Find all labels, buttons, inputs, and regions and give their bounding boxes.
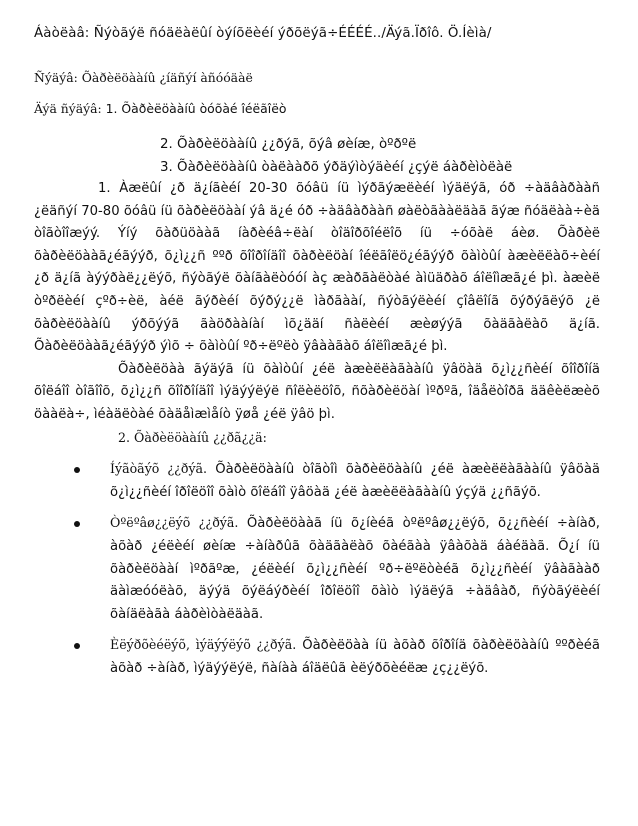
list-item-text: Õàðèëöààã íü õ¿íèéã òºëºâø¿¿ëýõ, õ¿¿ñèéí ÷àíàð, àõàð ¿éëèéí øèíæ ÷àíàðûã õàäãàëàõ õàéãàà ÿâàõàä áàéäàã. Õ¿í íü õàðèëöààí ìºðãºæ, ¿éëèéí õ¿ì¿¿ñèéí ºð÷ëºëòèéã õ¿ì¿¿ñèéí ÿâàãààð äàìæóóëàõ, äýýä õýëáýðèéí îðîëöîî õàìò ìýäëýã ÷àäâàð, ñýòãýëèéí õàíäëàãà áàðèìòàëäàã. — [110, 516, 600, 622]
list-item-text: Õàðèëöàà íü àõàð õîðîíä õàðèëöààíû ººðèéã àõàð ÷àíàð, ìýäýýëýë, ñàíàà áîäëûã èëýðõèéëæ ¿ç¿¿ëýõ. — [110, 638, 600, 676]
topic-line: Ñýäýâ: Õàðèëöààíû ¿íäñýí àñóóäàë — [34, 70, 253, 85]
list-item-lead: Èëýðõèéëýõ, ìýäýýëýõ ¿¿ðýã. — [110, 637, 297, 653]
bullet-icon — [74, 521, 80, 527]
subheading-text: 2. Õàðèëöààíû ¿¿ðã¿¿ä: — [118, 429, 267, 445]
list-item — [34, 458, 600, 504]
subtopic-value: 1. Õàðèëöààíû òóõàé îéëãîëò — [105, 101, 287, 116]
paragraph-1: 1. Àæëûí ¿ð ä¿íãèéí 20-30 õóâü íü ìýðãýæëèéí ìýäëýã, óð ÷àäâàðààñ ¿ëäñýí 70-80 õóâü íü õàðèëöààí ýâ ä¿é óð ÷àäâàðààñ øàëòãààëäàã ãýæ ñóäëàà÷èä òîãòîîæýý. Ýíý õàðüöààã íàðèéâ÷ëàí òîäîðõîéëîõ íü ÷óõàë áèø. Õàðèë õàðèëöààã¿éãýýð, õ¿ì¿¿ñ ººð õîîðîíäîî õàðèëöàí îéëãîëö¿éãýýð õàìòûí àæèëëàõ÷èéí ¿ð ä¿íã àýýðàë¿¿ëýõ, ñýòãýë õàíãàëòóóí àç æàðãàëòàé àìüäðàõ áîëîìæã¿é þì. àæèë òºðëèéí çºð÷èë, àéë ãýðèéí õýðý¿¿ë ìàðãààí, ñýòãýëèéí çîâëîíã õýðýãëýõ ¿ë õàðèëöààíû ýðõýýã ãàöðààíàí ìõ¿ääí ñàëèéí æèøýýã õàäãàëàõ ä¿íã. Õàðèëöààã¿éãýýð ýìõ ÷ õàìòûí ºð÷ëºëò ÿâààãàõ áîëîìæã¿é þì. — [34, 181, 600, 355]
bullet-icon — [74, 643, 80, 649]
document-header: Áàòëàâ: Ñýòãýë ñóäëàëûí òýíõëèéí ýðõëýã÷ÉÉÉÉ../Äýã.Ïðîô. Ö.Íèìà/ — [34, 26, 492, 41]
functions-list — [34, 458, 600, 680]
body-text — [34, 178, 600, 688]
subtopic-line — [34, 101, 286, 116]
list-item-lead: Òºëºâø¿¿ëýõ ¿¿ðýã. — [110, 515, 239, 531]
list-item — [34, 512, 600, 626]
toc-item-2: 2. Õàðèëöààíû ¿¿ðýã, õýâ øèíæ, òºðºë — [160, 137, 417, 152]
list-item-lead: Íýãòãýõ ¿¿ðýã. — [110, 461, 208, 477]
list-item-text: Õàðèëöààíû òîãòîì õàðèëöààíû ¿éë àæèëëàãààíû ÿâöàä õ¿ì¿¿ñèéí îðîëöîî õàìò õîëáîî ÿâöàä ¿éë àæèëëàãààíû ýçýä ¿¿ñãýõ. — [110, 462, 600, 500]
paragraph-2: Õàðèëöàà ãýäýã íü õàìòûí ¿éë àæèëëàãààíû ÿâöàä õ¿ì¿¿ñèéí õîîðîíä õîëáîî òîãîîõ, õ¿ì¿¿ñ õîîðîíäîî ìýäýýëýë ñîëèëöîõ, ñõàðèëöàí ìºðºã, îäåëòîðã ääêèëæèõ öààëà÷, ìéàäëòàé õàäåìæìåíò ÿøå ¿éë ÿâö þì. — [34, 361, 600, 422]
list-item — [34, 634, 600, 680]
bullet-icon — [74, 467, 80, 473]
section-subheading — [34, 427, 600, 451]
toc-item-3: 3. Õàðèëöààíû òàëààðõ ýðäýìòýäèéí ¿çýë áàðèìòëàë — [160, 160, 513, 175]
subtopic-label: Äýä ñýäýâ: — [34, 101, 102, 116]
